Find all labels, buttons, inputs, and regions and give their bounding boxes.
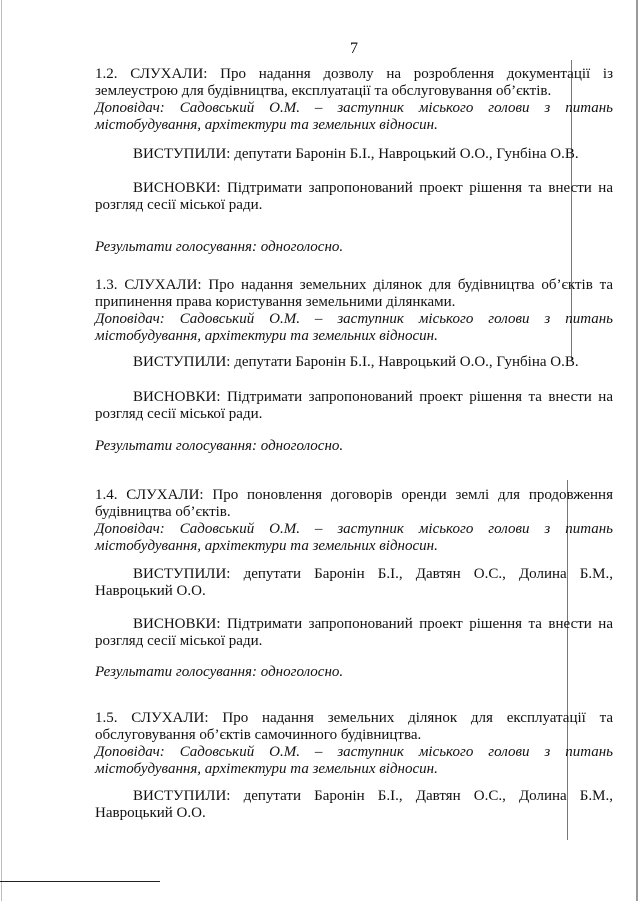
spoke-line: ВИСТУПИЛИ: депутати Баронін Б.І., Навроцький О.О., Гунбіна О.В. [133, 354, 579, 370]
reporter-line: містобудування, архітектури та земельних відносин. [95, 117, 438, 133]
conclusions-line: ВИСНОВКИ: Підтримати запропонований проект рішення та внести на [133, 180, 613, 196]
reporter-line: Доповідач: Садовський О.М. – заступник міського голови з питань [95, 100, 613, 116]
heard-line: 1.4. СЛУХАЛИ: Про поновлення договорів оренди землі для продовження [95, 487, 613, 503]
vote-1-3 [95, 438, 613, 455]
spoke-line: Навроцький О.О. [95, 805, 206, 821]
scan-edge-left [1, 0, 2, 901]
conclusions-1-4 [95, 616, 613, 650]
conclusions-line: ВИСНОВКИ: Підтримати запропонований проект рішення та внести на [133, 389, 613, 405]
spoke-1-3 [95, 354, 613, 371]
spoke-line: ВИСТУПИЛИ: депутати Баронін Б.І., Навроцький О.О., Гунбіна О.В. [133, 146, 579, 162]
agenda-item-1-2 [95, 66, 613, 134]
page-number: 7 [350, 40, 358, 57]
heard-line: 1.3. СЛУХАЛИ: Про надання земельних ділянок для будівництва об’єктів та [95, 277, 613, 293]
conclusions-line: ВИСНОВКИ: Підтримати запропонований проект рішення та внести на [133, 616, 613, 632]
vote-1-4 [95, 664, 613, 681]
heard-line: будівництва об’єктів. [95, 504, 231, 520]
agenda-item-1-3 [95, 277, 613, 345]
spoke-line: Навроцький О.О. [95, 583, 206, 599]
spoke-line: ВИСТУПИЛИ: депутати Баронін Б.І., Давтян О.С., Долина Б.М., [133, 566, 613, 582]
spoke-1-5 [95, 788, 613, 822]
conclusions-line: розгляд сесії міської ради. [95, 197, 263, 213]
heard-line: 1.2. СЛУХАЛИ: Про надання дозволу на розроблення документації із [95, 66, 613, 82]
scan-edge-right [636, 0, 638, 901]
conclusions-1-3 [95, 389, 613, 423]
agenda-item-1-5 [95, 710, 613, 778]
heard-line: припинення права користування земельними ділянками. [95, 294, 456, 310]
reporter-line: містобудування, архітектури та земельних відносин. [95, 328, 438, 344]
reporter-line: містобудування, архітектури та земельних відносин. [95, 761, 438, 777]
vote-result: Результати голосування: одноголосно. [95, 664, 344, 680]
heard-line: землеустрою для будівництва, експлуатації та обслуговування об’єктів. [95, 83, 552, 99]
footnote-rule [0, 881, 160, 882]
heard-line: обслуговування об’єктів самочинного будівництва. [95, 727, 422, 743]
reporter-line: Доповідач: Садовський О.М. – заступник міського голови з питань [95, 521, 613, 537]
conclusions-line: розгляд сесії міської ради. [95, 633, 263, 649]
reporter-line: Доповідач: Садовський О.М. – заступник міського голови з питань [95, 744, 613, 760]
reporter-line: Доповідач: Садовський О.М. – заступник міського голови з питань [95, 311, 613, 327]
conclusions-line: розгляд сесії міської ради. [95, 406, 263, 422]
vote-1-2 [95, 239, 613, 256]
spoke-1-2 [95, 146, 613, 163]
spoke-line: ВИСТУПИЛИ: депутати Баронін Б.І., Давтян О.С., Долина Б.М., [133, 788, 613, 804]
spoke-1-4 [95, 566, 613, 600]
heard-line: 1.5. СЛУХАЛИ: Про надання земельних ділянок для експлуатації та [95, 710, 613, 726]
vote-result: Результати голосування: одноголосно. [95, 239, 344, 255]
agenda-item-1-4 [95, 487, 613, 555]
vote-result: Результати голосування: одноголосно. [95, 438, 344, 454]
reporter-line: містобудування, архітектури та земельних відносин. [95, 538, 438, 554]
conclusions-1-2 [95, 180, 613, 214]
